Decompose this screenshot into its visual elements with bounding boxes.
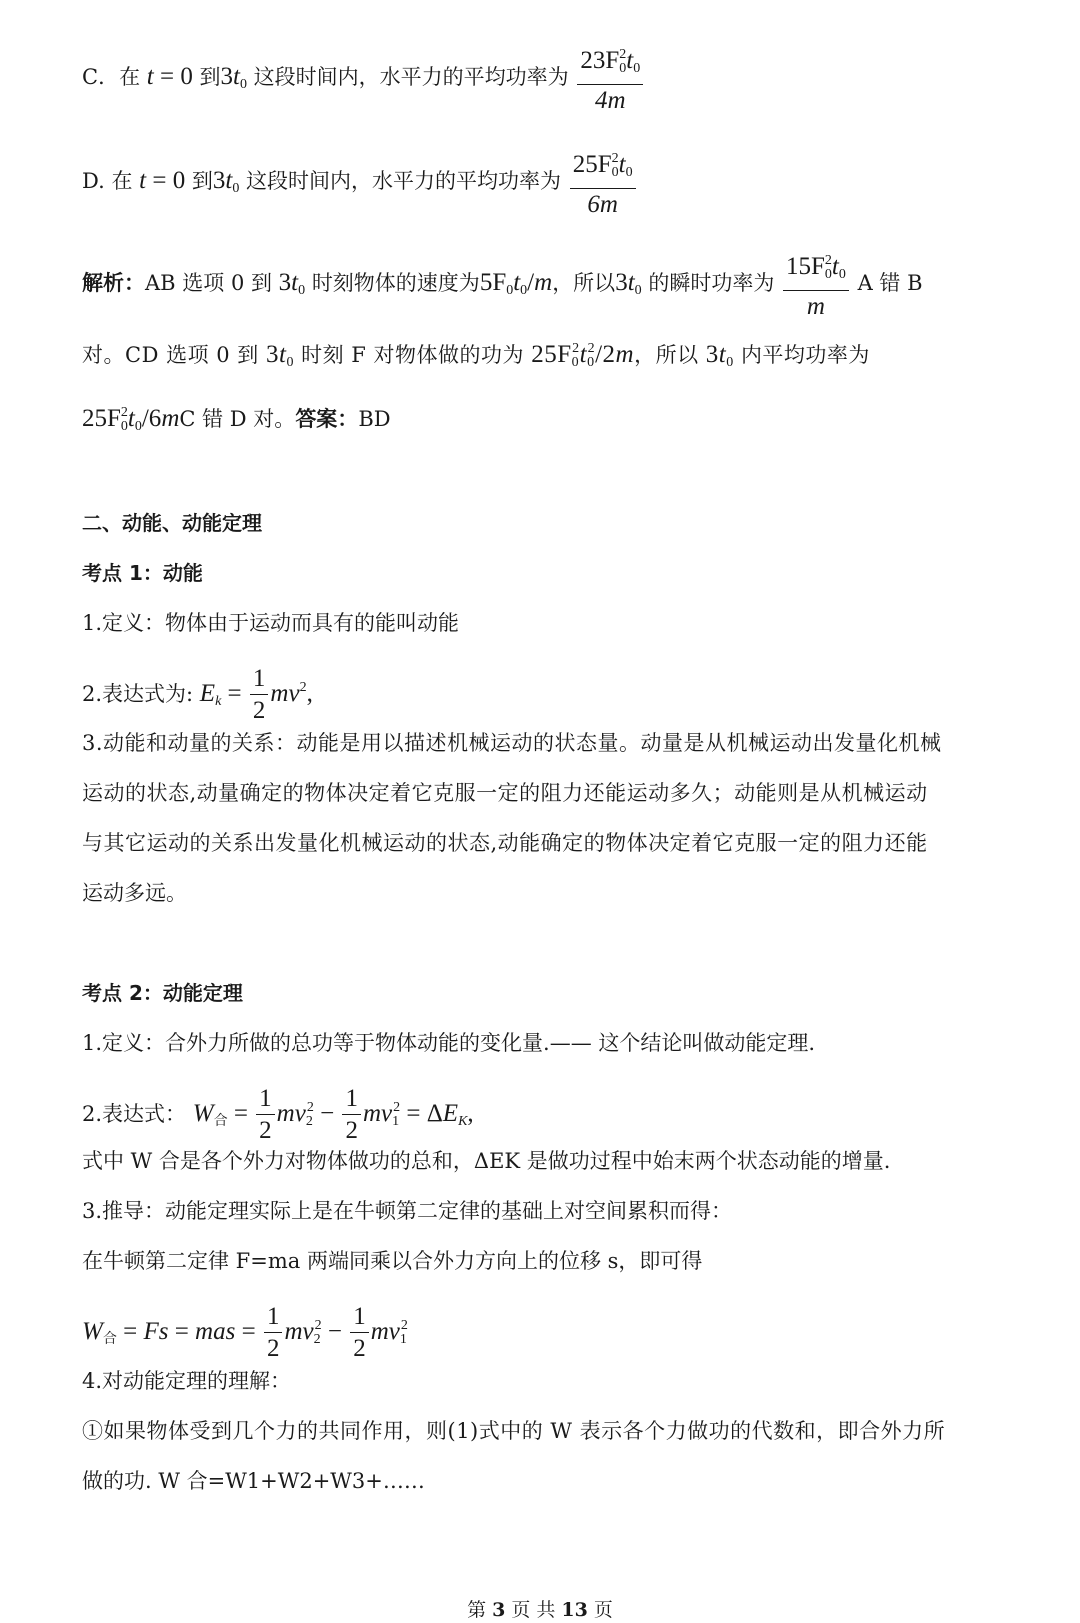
relation-line-2: 运动的状态,动量确定的物体决定着它克服一定的阻力还能运动多久；动能则是从机械运动 <box>82 781 928 805</box>
analysis-line-2: 对。CD 选项 0 到 $3t_0$ 时刻 F 对物体做的功为 $25F_0^2t_0^2/2m$，所以 $3t_0$ 内平均功率为 <box>82 341 870 370</box>
understanding-1a: ①如果物体受到几个力的共同作用，则(1)式中的 W 表示各个力做功的代数和，即合外力所 <box>82 1419 946 1443</box>
work-energy-formula: $W_合$ = $\frac{1}{2}$ $mv_2^2$ − $\frac{1}{2}$ $mv_1^2 = \Delta E_K$, <box>192 1085 474 1144</box>
expression-2: 2.表达式： $W_合$ = $\frac{1}{2}$ $mv_2^2$ − $\frac{1}{2}$ $mv_1^2 = \Delta E_K$, <box>82 1085 474 1144</box>
section-title: 二、动能、动能定理 <box>82 511 262 535</box>
power-fraction: $\frac{15F_0^2t_0}{m}$ <box>783 248 849 321</box>
math-t-eq-0: t = 0 <box>146 63 193 90</box>
velocity-expr: $5F_0t_0/m$ <box>479 269 553 298</box>
explanation: 式中 W 合是各个外力对物体做功的总和，ΔEK 是做功过程中始末两个状态动能的增量. <box>82 1149 891 1173</box>
option-d-fraction: $\frac{25F_0^2t_0}{6m}$ <box>570 146 636 219</box>
math-3t0: $3t_0$ <box>220 63 247 92</box>
derivation: 3.推导：动能定理实际上是在牛顿第二定律的基础上对空间累积而得： <box>82 1199 733 1223</box>
option-d: D. 在 t = 0 到$3t_0$ 这段时间内，水平力的平均功率为 $\frac{25F_0^2t_0}{6m}$ <box>82 146 638 219</box>
analysis-line-3: $25F_0^2t_0/6mC$ 错 D 对。答案：BD <box>82 405 391 434</box>
ek-formula: $E_k$ = $\frac{1}{2}$ $mv^2$, <box>199 665 313 724</box>
relation-line-4: 运动多远。 <box>82 881 187 905</box>
work-expr: $25F_0^2t_0^2/2m$ <box>531 341 635 370</box>
definition-2: 1.定义：合外力所做的总功等于物体动能的变化量.—— 这个结论叫做动能定理. <box>82 1031 816 1055</box>
current-page: 3 <box>492 1599 506 1621</box>
analysis-line-1: 解析：AB 选项 0 到 $3t_0$ 时刻物体的速度为$5F_0t_0/m$，所以$3t_0$ 的瞬时功率为 $\frac{15F_0^2t_0}{m}$ A 错 B <box>82 248 923 321</box>
avg-power-expr: $25F_0^2t_0/6m$ <box>82 405 180 434</box>
definition-1: 1.定义：物体由于运动而具有的能叫动能 <box>82 611 460 635</box>
option-c-fraction: $\frac{23F_0^2t_0}{4m}$ <box>577 42 643 115</box>
total-pages: 13 <box>561 1599 588 1621</box>
kaodian-1-heading: 考点 1：动能 <box>82 561 203 585</box>
relation-line-3: 与其它运动的关系出发量化机械运动的状态,动能确定的物体决定着它克服一定的阻力还能 <box>82 831 928 855</box>
expression-1: 2.表达式为: $E_k$ = $\frac{1}{2}$ $mv^2$, <box>82 665 313 724</box>
understanding-1b: 做的功. W 合=W1+W2+W3+…… <box>82 1469 425 1493</box>
newton-law-line: 在牛顿第二定律 F=ma 两端同乘以合外力方向上的位移 s，即可得 <box>82 1249 703 1273</box>
understanding-heading: 4.对动能定理的理解： <box>82 1369 292 1393</box>
derivation-formula: $W_合 = Fs$ = mas = $\frac{1}{2}$ $mv_2^2$ − $\frac{1}{2}$ $mv_1^2$ <box>82 1303 408 1362</box>
option-c: C．在 t = 0 到$3t_0$ 这段时间内，水平力的平均功率为 $\frac{23F_0^2t_0}{4m}$ <box>82 42 645 115</box>
relation-line-1: 3.动能和动量的关系：动能是用以描述机械运动的状态量。动量是从机械运动出发量化机械 <box>82 731 942 755</box>
kaodian-2-heading: 考点 2：动能定理 <box>82 981 243 1005</box>
page-footer: 第 3 页 共 13 页 <box>467 1599 613 1621</box>
